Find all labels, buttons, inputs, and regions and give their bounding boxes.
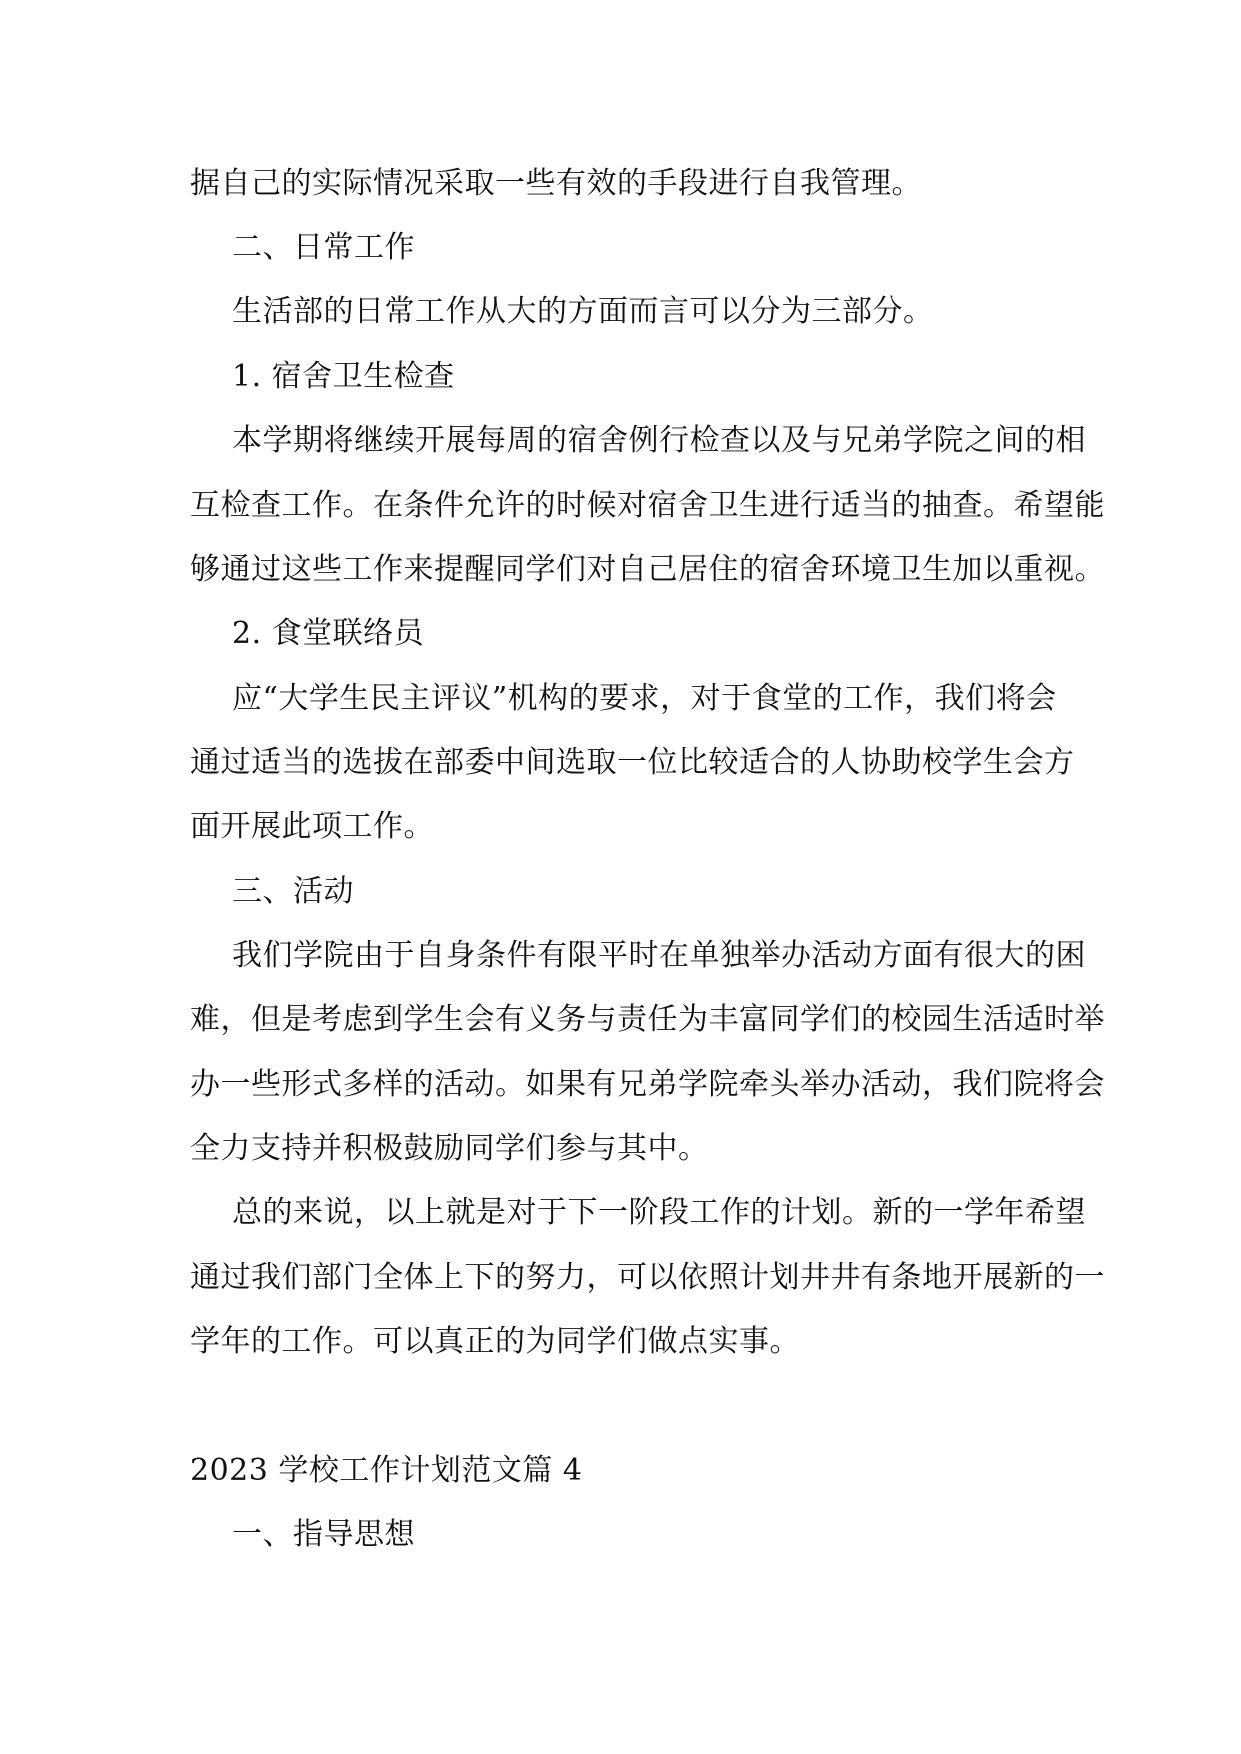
article-title: 2023 学校工作计划范文篇 4	[190, 1453, 583, 1488]
paragraph-line: 应“大学生民主评议”机构的要求，对于食堂的工作，我们将会	[232, 681, 1057, 716]
paragraph-line: 学年的工作。可以真正的为同学们做点实事。	[190, 1324, 800, 1359]
paragraph-line: 据自己的实际情况采取一些有效的手段进行自我管理。	[190, 166, 922, 201]
paragraph-line: 通过适当的选拔在部委中间选取一位比较适合的人协助校学生会方	[190, 745, 1075, 780]
paragraph-line: 够通过这些工作来提醒同学们对自己居住的宿舍环境卫生加以重视。	[190, 552, 1105, 587]
paragraph-line: 难，但是考虑到学生会有义务与责任为丰富同学们的校园生活适时举	[190, 1002, 1105, 1037]
section-heading: 二、日常工作	[232, 230, 415, 265]
subsection-heading: 2. 食堂联络员	[232, 616, 425, 651]
paragraph-line: 本学期将继续开展每周的宿舍例行检查以及与兄弟学院之间的相	[232, 423, 1086, 458]
section-heading: 一、指导思想	[232, 1517, 415, 1552]
paragraph-line: 互检查工作。在条件允许的时候对宿舍卫生进行适当的抽查。希望能	[190, 488, 1105, 523]
paragraph-line: 全力支持并积极鼓励同学们参与其中。	[190, 1131, 709, 1166]
paragraph-line: 面开展此项工作。	[190, 809, 434, 844]
subsection-heading: 1. 宿舍卫生检查	[232, 359, 455, 394]
paragraph-line: 生活部的日常工作从大的方面而言可以分为三部分。	[232, 294, 934, 329]
paragraph-line: 通过我们部门全体上下的努力，可以依照计划井井有条地开展新的一	[190, 1260, 1105, 1295]
paragraph-line: 办一些形式多样的活动。如果有兄弟学院牵头举办活动，我们院将会	[190, 1067, 1105, 1102]
section-heading: 三、活动	[232, 874, 354, 909]
paragraph-line: 总的来说，以上就是对于下一阶段工作的计划。新的一学年希望	[232, 1195, 1086, 1230]
paragraph-line: 我们学院由于自身条件有限平时在单独举办活动方面有很大的困	[232, 938, 1086, 973]
